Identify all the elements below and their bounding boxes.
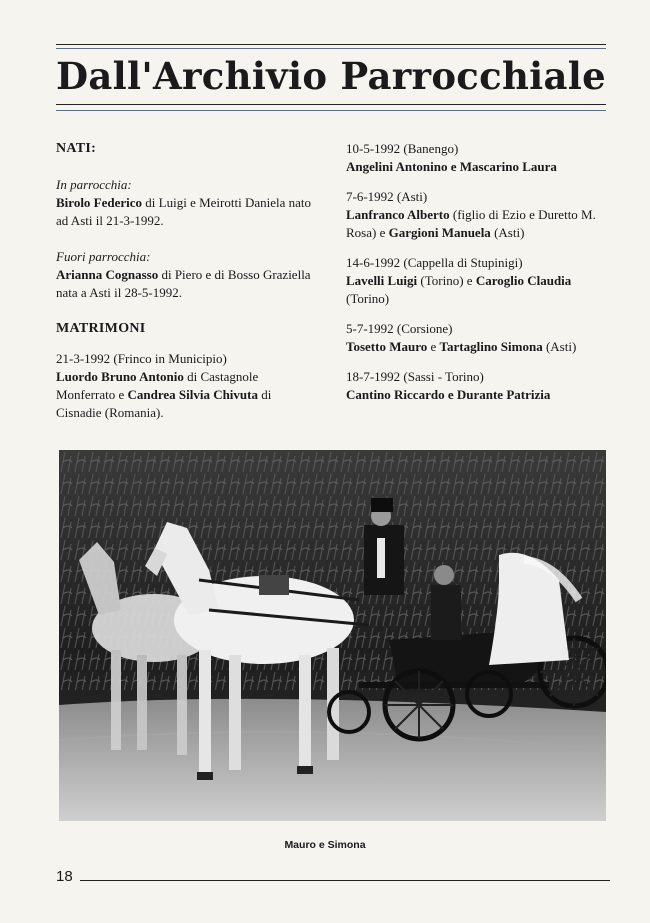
spouse-name: Candrea Silvia Chivuta (127, 387, 258, 402)
marriage-entry (346, 386, 610, 404)
nati-heading: NATI: (56, 141, 97, 156)
top-rule-accent (56, 48, 606, 49)
page-title-left: Dall'Archivio (56, 54, 328, 98)
marriage-date: 7-6-1992 (Asti) (346, 189, 428, 204)
marriage-entry (346, 206, 610, 242)
photo-caption: Mauro e Simona (284, 839, 366, 851)
wedding-carriage-photo (59, 450, 606, 821)
spouse-name: Gargioni Manuela (388, 225, 491, 240)
page-title (56, 54, 606, 98)
top-rule (56, 44, 606, 45)
birth-name: Arianna Cognasso (56, 267, 159, 282)
birth-entry-out (56, 266, 318, 302)
in-parrocchia-label: In parrocchia: (56, 177, 132, 192)
marriage-text: (Asti) (542, 339, 577, 354)
birth-details: di Piero e di Bosso Graziella nata a Asti il 28-5-1992. (56, 267, 311, 300)
marriage-date: 5-7-1992 (Corsione) (346, 321, 453, 336)
spouse-name: Caroglio Claudia (475, 273, 572, 288)
marriage-text: (figlio di Ezio e Duretto M. Rosa) e (346, 207, 596, 240)
footer-rule (80, 880, 610, 881)
spouse-name: Tartaglino Simona (439, 339, 543, 354)
marriage-text: (Torino) (346, 291, 390, 306)
marriage-text: e (427, 339, 440, 354)
page-number: 18 (56, 868, 73, 885)
spouse-name: Cantino Riccardo e Durante Patrizia (346, 387, 551, 402)
birth-details: di Luigi e Meirotti Daniela nato ad Asti il 21-3-1992. (56, 195, 312, 228)
marriage-date: 21-3-1992 (Frinco in Municipio) (56, 351, 227, 366)
title-rule-accent (56, 110, 606, 111)
title-rule (56, 104, 606, 105)
marriage-entry (346, 272, 610, 308)
marriage-entry (346, 338, 610, 356)
marriage-date: 18-7-1992 (Sassi - Torino) (346, 369, 484, 384)
marriage-entry (56, 368, 318, 422)
marriage-text: (Torino) e (417, 273, 476, 288)
marriage-text: di Cisnadie (Romania). (56, 387, 272, 420)
marriage-text: di Castagnole Monferrato e (56, 369, 259, 402)
spouse-name: Luordo Bruno Antonio (56, 369, 184, 384)
marriage-entry (346, 158, 610, 176)
spouse-name: Tosetto Mauro (346, 339, 428, 354)
spouse-name: Lavelli Luigi (346, 273, 418, 288)
left-column (56, 140, 318, 422)
page-title-right: Parrocchiale (340, 54, 606, 98)
marriage-text: (Asti) (490, 225, 525, 240)
birth-name: Birolo Federico (56, 195, 143, 210)
birth-entry-in (56, 194, 318, 230)
right-column (346, 140, 610, 404)
marriage-date: 10-5-1992 (Banengo) (346, 141, 459, 156)
photo-illustration (59, 450, 606, 821)
spouse-name: Angelini Antonino e Mascarino Laura (346, 159, 557, 174)
fuori-parrocchia-label: Fuori parrocchia: (56, 249, 151, 264)
marriage-date: 14-6-1992 (Cappella di Stupinigi) (346, 255, 523, 270)
spouse-name: Lanfranco Alberto (346, 207, 450, 222)
matrimoni-heading: MATRIMONI (56, 321, 146, 336)
